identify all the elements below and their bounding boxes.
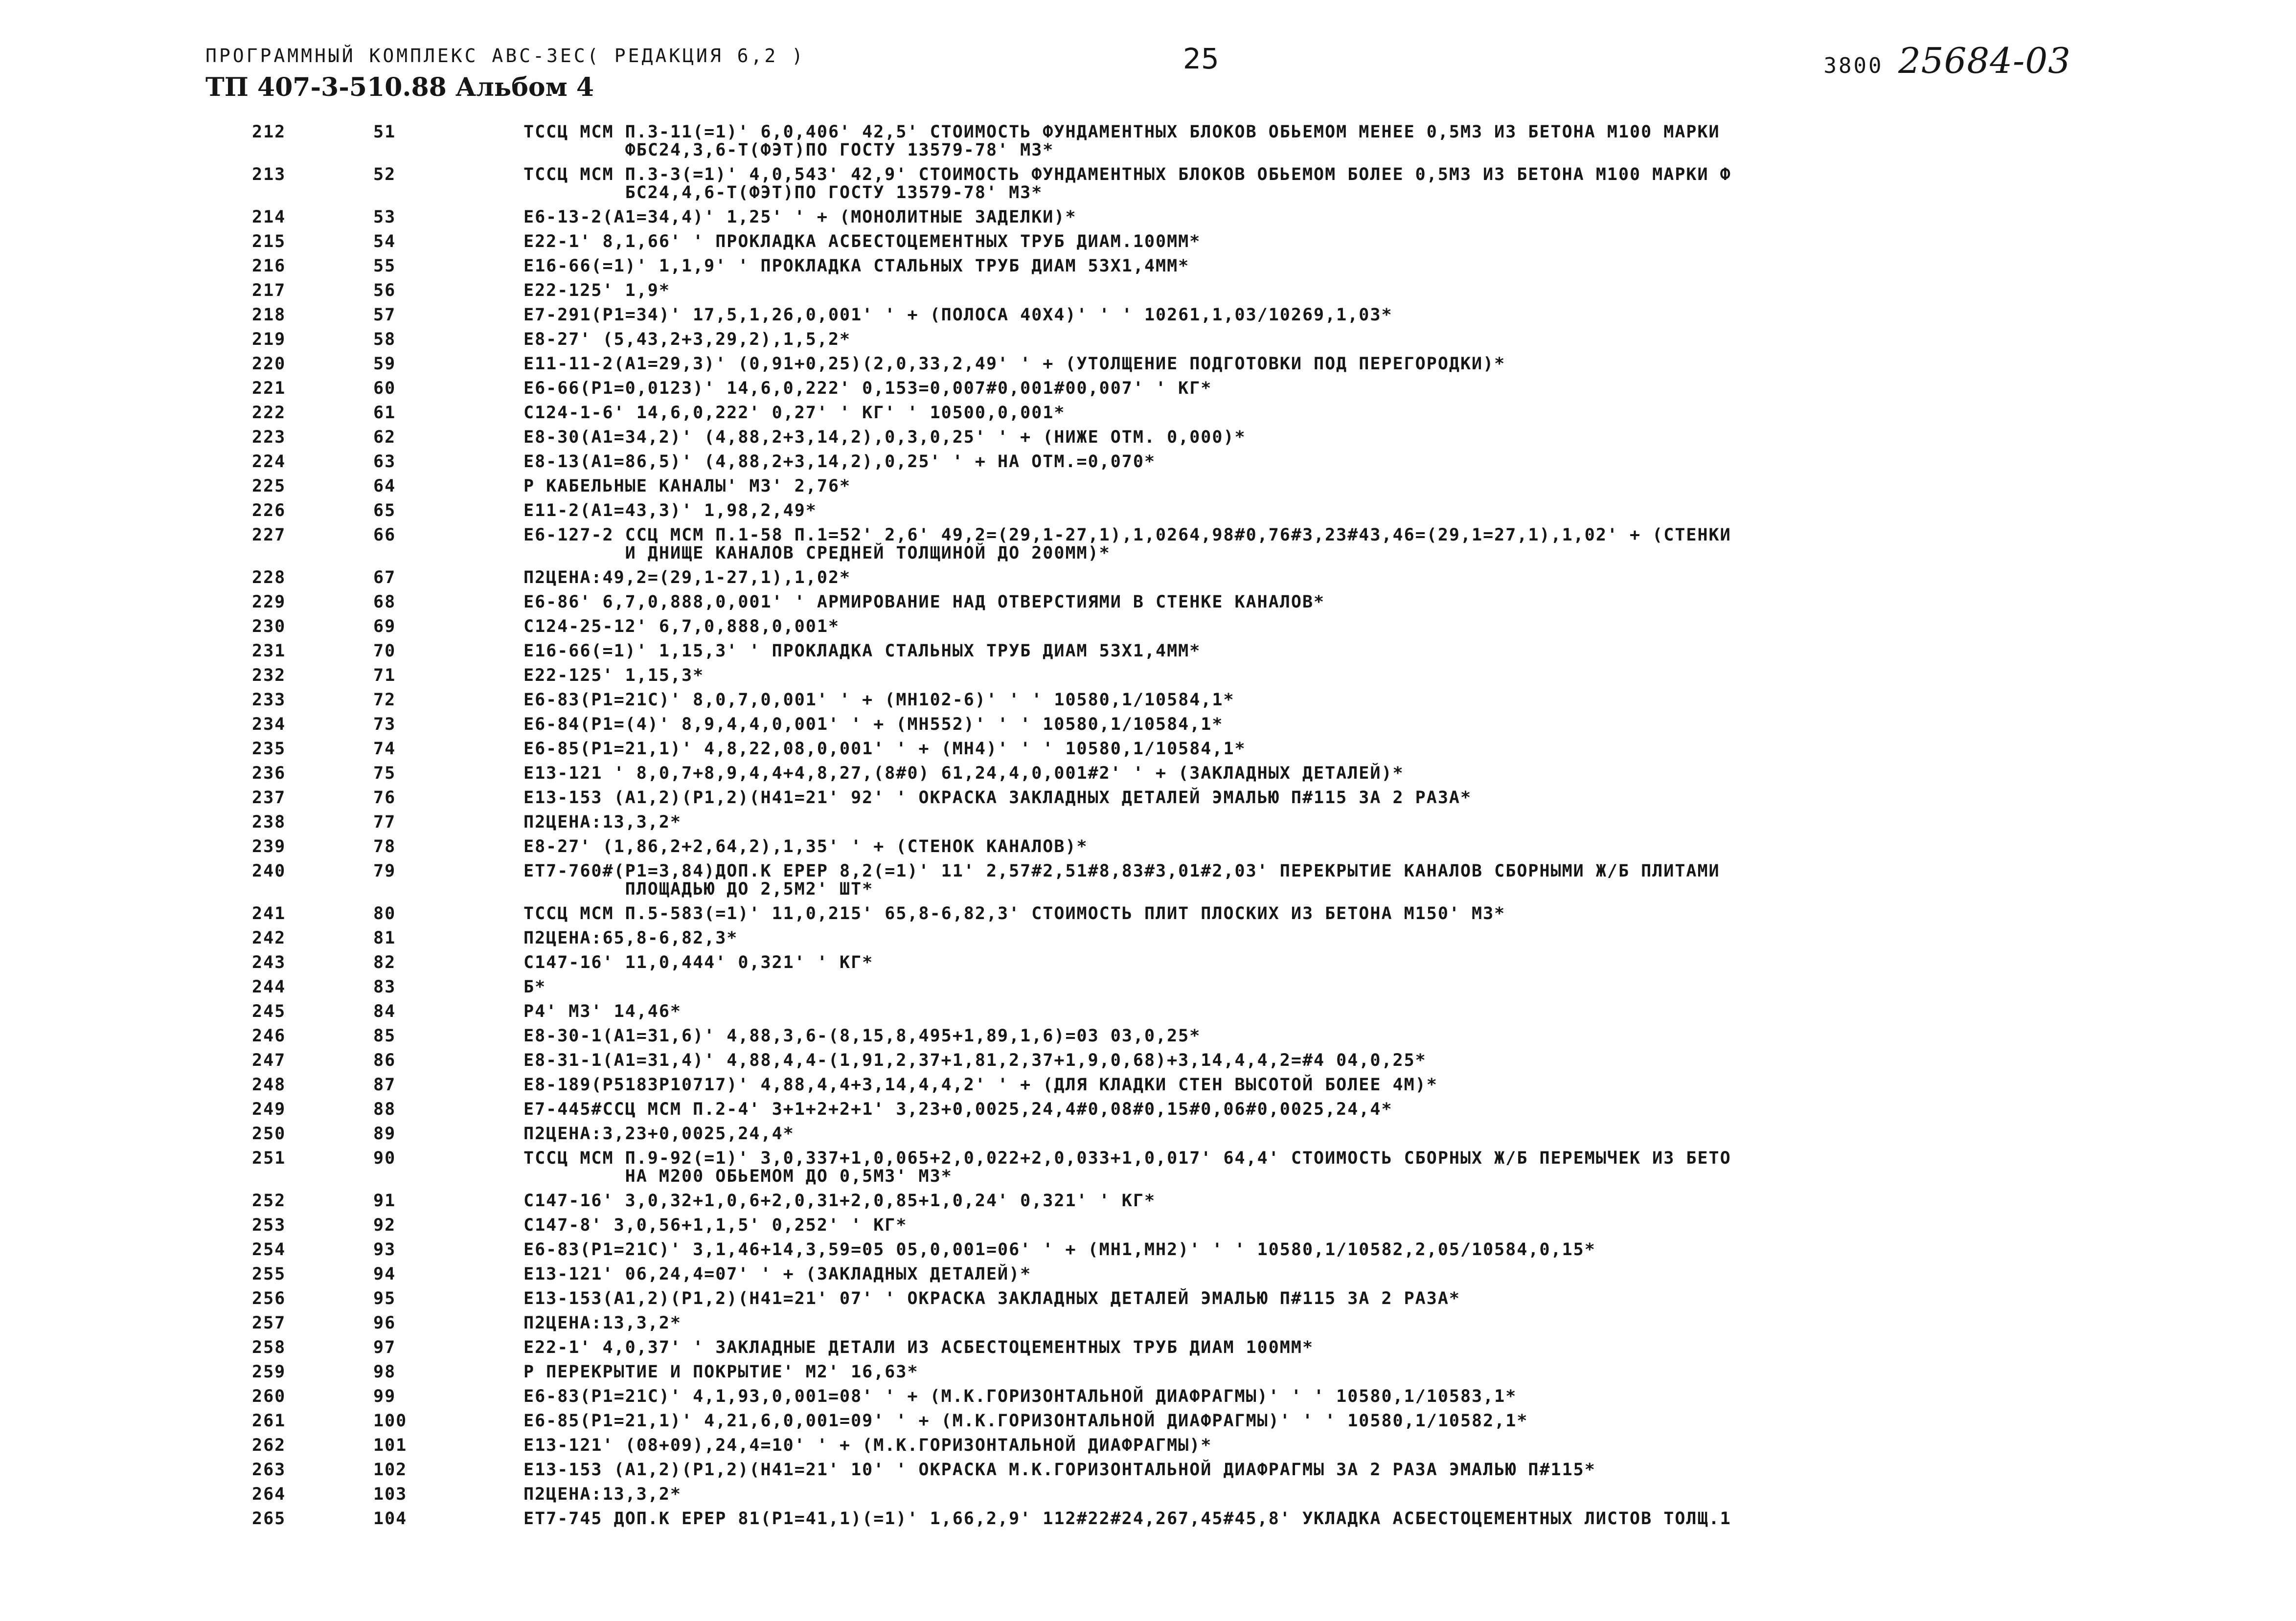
record-text: П2ЦЕНА:49,2=(29,1-27,1),1,02* <box>523 568 851 587</box>
record-number: 94 <box>373 1264 396 1284</box>
line-number: 234 <box>252 715 286 734</box>
record-text: Е13-153(А1,2)(Р1,2)(Н41=21' 07' ' ОКРАСКА ЗАКЛАДНЫХ ДЕТАЛЕЙ ЭМАЛЬЮ П#115 ЗА 2 РАЗА* <box>523 1289 1460 1308</box>
line-number: 225 <box>252 476 286 496</box>
line-number: 231 <box>252 641 286 661</box>
listing-row <box>0 1412 2296 1430</box>
listing-row <box>0 1388 2296 1406</box>
record-text: Е6-85(Р1=21,1)' 4,21,6,0,001=09' ' + (М.К.ГОРИЗОНТАЛЬНОЙ ДИАФРАГМЫ)' ' ' 10580,1/10582,1* <box>523 1411 1528 1431</box>
record-number: 90 <box>373 1148 396 1168</box>
record-number: 75 <box>373 764 396 783</box>
record-number: 56 <box>373 281 396 300</box>
line-number: 229 <box>252 592 286 612</box>
record-text: Е6-83(Р1=21С)' 3,1,46+14,3,59=05 05,0,001=06' ' + (МН1,МН2)' ' ' 10580,1/10582,2,05/10584,0,15* <box>523 1240 1596 1260</box>
record-number: 81 <box>373 928 396 948</box>
line-number: 219 <box>252 330 286 349</box>
line-number: 265 <box>252 1509 286 1529</box>
record-text: С147-8' 3,0,56+1,1,5' 0,252' ' КГ* <box>523 1216 908 1235</box>
line-number: 242 <box>252 928 286 948</box>
record-text: П2ЦЕНА:65,8-6,82,3* <box>523 928 738 948</box>
record-number: 69 <box>373 617 396 636</box>
record-text: Е22-1' 4,0,37' ' ЗАКЛАДНЫЕ ДЕТАЛИ ИЗ АСБЕСТОЦЕМЕНТНЫХ ТРУБ ДИАМ 100ММ* <box>523 1338 1314 1357</box>
listing-row <box>0 1027 2296 1045</box>
line-number: 241 <box>252 904 286 923</box>
record-text: Р КАБЕЛЬНЫЕ КАНАЛЫ' М3' 2,76* <box>523 476 851 496</box>
record-number: 57 <box>373 305 396 325</box>
record-text: Е7-445#ССЦ МСМ П.2-4' 3+1+2+2+1' 3,23+0,0025,24,4#0,08#0,15#0,06#0,0025,24,4* <box>523 1100 1393 1119</box>
record-number: 63 <box>373 452 396 472</box>
listing-row <box>0 282 2296 300</box>
line-number: 244 <box>252 977 286 997</box>
record-number: 104 <box>373 1509 408 1529</box>
listing-row <box>0 1461 2296 1479</box>
document-code-handwritten: 25684-03 <box>1898 40 2071 81</box>
listing-row <box>0 667 2296 685</box>
record-text: Е13-121 ' 8,0,7+8,9,4,4+4,8,27,(8#0) 61,24,4,0,001#2' ' + (ЗАКЛАДНЫХ ДЕТАЛЕЙ)* <box>523 764 1404 783</box>
record-number: 54 <box>373 232 396 251</box>
record-number: 85 <box>373 1026 396 1046</box>
listing-row <box>0 502 2296 520</box>
listing-row <box>0 691 2296 709</box>
document-code <box>1824 40 2071 81</box>
record-number: 53 <box>373 207 396 227</box>
listing-row <box>0 1265 2296 1283</box>
record-text: Е6-13-2(А1=34,4)' 1,25' ' + (МОНОЛИТНЫЕ ЗАДЕЛКИ)* <box>523 207 1077 227</box>
record-number: 80 <box>373 904 396 923</box>
line-number: 226 <box>252 501 286 520</box>
listing-row <box>0 1192 2296 1210</box>
record-number: 86 <box>373 1051 396 1070</box>
record-number: 70 <box>373 641 396 661</box>
line-number: 238 <box>252 812 286 832</box>
line-number: 260 <box>252 1387 286 1406</box>
record-text: ТССЦ МСМ П.3-11(=1)' 6,0,406' 42,5' СТОИМОСТЬ ФУНДАМЕНТНЫХ БЛОКОВ ОБЬЕМОМ МЕНЕЕ 0,5М3 ИЗ БЕТОНА М100 МАРКИ ФБС24,3,6-Т(ФЭТ)ПО ГОСТУ 13579-78' М3* <box>523 122 1720 160</box>
record-number: 79 <box>373 861 396 881</box>
record-number: 92 <box>373 1216 396 1235</box>
line-number: 230 <box>252 617 286 636</box>
record-text: ЕТ7-745 ДОП.К ЕРЕР 81(Р1=41,1)(=1)' 1,66,2,9' 112#22#24,267,45#45,8' УКЛАДКА АСБЕСТОЦЕМЕНТНЫХ ЛИСТОВ ТОЛЩ.1 <box>523 1509 1731 1529</box>
record-text: Е22-125' 1,15,3* <box>523 666 705 685</box>
record-number: 61 <box>373 403 396 423</box>
line-number: 246 <box>252 1026 286 1046</box>
record-text: Е22-125' 1,9* <box>523 281 670 300</box>
listing-row <box>0 740 2296 758</box>
listing-row <box>0 789 2296 807</box>
record-text: Е13-121' (08+09),24,4=10' ' + (М.К.ГОРИЗОНТАЛЬНОЙ ДИАФРАГМЫ)* <box>523 1436 1212 1455</box>
record-number: 99 <box>373 1387 396 1406</box>
listing-row <box>0 208 2296 226</box>
listing-row <box>0 1314 2296 1332</box>
listing-row <box>0 569 2296 587</box>
record-text: Е13-153 (А1,2)(Р1,2)(Н41=21' 10' ' ОКРАСКА М.К.ГОРИЗОНТАЛЬНОЙ ДИАФРАГМЫ ЗА 2 РАЗА ЭМАЛЬЮ П#115* <box>523 1460 1596 1480</box>
record-number: 93 <box>373 1240 396 1260</box>
record-text: Е8-30-1(А1=31,6)' 4,88,3,6-(8,15,8,495+1,89,1,6)=03 03,0,25* <box>523 1026 1201 1046</box>
listing-row <box>0 233 2296 251</box>
record-number: 91 <box>373 1191 396 1211</box>
record-number: 62 <box>373 428 396 447</box>
record-number: 67 <box>373 568 396 587</box>
listing-row <box>0 1290 2296 1308</box>
line-number: 214 <box>252 207 286 227</box>
record-text: Е22-1' 8,1,66' ' ПРОКЛАДКА АСБЕСТОЦЕМЕНТНЫХ ТРУБ ДИАМ.100ММ* <box>523 232 1201 251</box>
record-number: 97 <box>373 1338 396 1357</box>
record-text: Р ПЕРЕКРЫТИЕ И ПОКРЫТИЕ' М2' 16,63* <box>523 1362 919 1382</box>
line-number: 224 <box>252 452 286 472</box>
listing-row <box>0 978 2296 996</box>
listing-row <box>0 331 2296 349</box>
record-number: 83 <box>373 977 396 997</box>
listing-row <box>0 593 2296 611</box>
record-text: Е16-66(=1)' 1,15,3' ' ПРОКЛАДКА СТАЛЬНЫХ ТРУБ ДИАМ 53Х1,4ММ* <box>523 641 1201 661</box>
record-text: Е7-291(Р1=34)' 17,5,1,26,0,001' ' + (ПОЛОСА 40Х4)' ' ' 10261,1,03/10269,1,03* <box>523 305 1393 325</box>
record-text: Е6-66(Р1=0,0123)' 14,6,0,222' 0,153=0,007#0,001#00,007' ' КГ* <box>523 379 1212 398</box>
listing-row <box>0 1486 2296 1504</box>
listing-rows <box>0 123 2296 1534</box>
listing-row <box>0 355 2296 373</box>
line-number: 222 <box>252 403 286 423</box>
listing-row <box>0 123 2296 159</box>
record-number: 98 <box>373 1362 396 1382</box>
listing-row <box>0 166 2296 202</box>
record-number: 73 <box>373 715 396 734</box>
listing-row <box>0 838 2296 856</box>
record-number: 58 <box>373 330 396 349</box>
line-number: 240 <box>252 861 286 881</box>
line-number: 254 <box>252 1240 286 1260</box>
record-number: 52 <box>373 165 396 184</box>
document-code-prefix: 3800 <box>1823 53 1884 78</box>
record-number: 77 <box>373 812 396 832</box>
listing-row <box>0 428 2296 447</box>
record-text: Е6-127-2 ССЦ МСМ П.1-58 П.1=52' 2,6' 49,2=(29,1-27,1),1,0264,98#0,76#3,23#43,46=(29,1=27,1),1,02' + (СТЕНКИ И ДНИЩЕ КАНАЛОВ СРЕДНЕЙ ТОЛЩИНОЙ ДО 200ММ)* <box>523 525 1731 563</box>
record-text: Е6-83(Р1=21С)' 4,1,93,0,001=08' ' + (М.К.ГОРИЗОНТАЛЬНОЙ ДИАФРАГМЫ)' ' ' 10580,1/10583,1* <box>523 1387 1517 1406</box>
album-title: ТП 407-3-510.88 Альбом 4 <box>205 72 594 102</box>
listing-row <box>0 1241 2296 1259</box>
record-number: 84 <box>373 1002 396 1021</box>
line-number: 237 <box>252 788 286 808</box>
line-number: 239 <box>252 837 286 856</box>
line-number: 216 <box>252 256 286 276</box>
line-number: 263 <box>252 1460 286 1480</box>
line-number: 256 <box>252 1289 286 1308</box>
record-text: С124-25-12' 6,7,0,888,0,001* <box>523 617 840 636</box>
listing-row <box>0 1437 2296 1455</box>
record-text: С147-16' 3,0,32+1,0,6+2,0,31+2,0,85+1,0,24' 0,321' ' КГ* <box>523 1191 1156 1211</box>
record-number: 78 <box>373 837 396 856</box>
listing-row <box>0 862 2296 899</box>
record-text: Б* <box>523 977 546 997</box>
page-number: 25 <box>1183 42 1219 75</box>
line-number: 247 <box>252 1051 286 1070</box>
listing-row <box>0 1363 2296 1381</box>
line-number: 259 <box>252 1362 286 1382</box>
record-number: 72 <box>373 690 396 710</box>
record-text: Е8-13(А1=86,5)' (4,88,2+3,14,2),0,25' ' + НА ОТМ.=0,070* <box>523 452 1156 472</box>
line-number: 232 <box>252 666 286 685</box>
record-text: Е11-11-2(А1=29,3)' (0,91+0,25)(2,0,33,2,49' ' + (УТОЛЩЕНИЕ ПОДГОТОВКИ ПОД ПЕРЕГОРОДКИ)* <box>523 354 1506 374</box>
line-number: 257 <box>252 1313 286 1333</box>
line-number: 235 <box>252 739 286 759</box>
line-number: 217 <box>252 281 286 300</box>
listing-row <box>0 453 2296 471</box>
record-number: 96 <box>373 1313 396 1333</box>
record-number: 74 <box>373 739 396 759</box>
record-text: ТССЦ МСМ П.3-3(=1)' 4,0,543' 42,9' СТОИМОСТЬ ФУНДАМЕНТНЫХ БЛОКОВ ОБЬЕМОМ БОЛЕЕ 0,5М3 ИЗ БЕТОНА М100 МАРКИ Ф БС24,4,6-Т(ФЭТ)ПО ГОСТУ 13579-78' М3* <box>523 165 1731 203</box>
listing-row <box>0 642 2296 660</box>
listing-row <box>0 765 2296 783</box>
record-text: Е8-30(А1=34,2)' (4,88,2+3,14,2),0,3,0,25' ' + (НИЖЕ ОТМ. 0,000)* <box>523 428 1246 447</box>
line-number: 227 <box>252 525 286 545</box>
record-text: Е13-153 (А1,2)(Р1,2)(Н41=21' 92' ' ОКРАСКА ЗАКЛАДНЫХ ДЕТАЛЕЙ ЭМАЛЬЮ П#115 ЗА 2 РАЗА* <box>523 788 1472 808</box>
listing-row <box>0 306 2296 324</box>
line-number: 248 <box>252 1075 286 1095</box>
line-number: 218 <box>252 305 286 325</box>
record-text: П2ЦЕНА:13,3,2* <box>523 1313 682 1333</box>
record-text: Е8-27' (5,43,2+3,29,2),1,5,2* <box>523 330 851 349</box>
line-number: 221 <box>252 379 286 398</box>
line-number: 264 <box>252 1485 286 1504</box>
record-number: 51 <box>373 122 396 142</box>
record-number: 89 <box>373 1124 396 1144</box>
record-text: Е8-27' (1,86,2+2,64,2),1,35' ' + (СТЕНОК КАНАЛОВ)* <box>523 837 1088 856</box>
line-number: 236 <box>252 764 286 783</box>
line-number: 233 <box>252 690 286 710</box>
record-number: 64 <box>373 476 396 496</box>
record-text: Е6-85(Р1=21,1)' 4,8,22,08,0,001' ' + (МН4)' ' ' 10580,1/10584,1* <box>523 739 1246 759</box>
record-number: 87 <box>373 1075 396 1095</box>
line-number: 261 <box>252 1411 286 1431</box>
line-number: 252 <box>252 1191 286 1211</box>
program-name: ПРОГРАММНЫЙ КОМПЛЕКС АВС-3ЕС <box>205 45 588 67</box>
line-number: 220 <box>252 354 286 374</box>
record-text: Е8-31-1(А1=31,4)' 4,88,4,4-(1,91,2,37+1,81,2,37+1,9,0,68)+3,14,4,4,2=#4 04,0,25* <box>523 1051 1427 1070</box>
listing-row <box>0 1510 2296 1528</box>
line-number: 213 <box>252 165 286 184</box>
listing-row <box>0 404 2296 422</box>
listing-row <box>0 257 2296 275</box>
listing-row <box>0 929 2296 947</box>
record-number: 88 <box>373 1100 396 1119</box>
record-text: Е6-86' 6,7,0,888,0,001' ' АРМИРОВАНИЕ НАД ОТВЕРСТИЯМИ В СТЕНКЕ КАНАЛОВ* <box>523 592 1325 612</box>
listing-row <box>0 1339 2296 1357</box>
record-number: 55 <box>373 256 396 276</box>
line-number: 215 <box>252 232 286 251</box>
listing-row <box>0 1216 2296 1235</box>
line-number: 250 <box>252 1124 286 1144</box>
record-number: 95 <box>373 1289 396 1308</box>
record-text: Е16-66(=1)' 1,1,9' ' ПРОКЛАДКА СТАЛЬНЫХ ТРУБ ДИАМ 53Х1,4ММ* <box>523 256 1190 276</box>
record-number: 59 <box>373 354 396 374</box>
listing-row <box>0 1052 2296 1070</box>
record-number: 100 <box>373 1411 408 1431</box>
record-number: 66 <box>373 525 396 545</box>
line-number: 253 <box>252 1216 286 1235</box>
record-text: П2ЦЕНА:13,3,2* <box>523 812 682 832</box>
record-text: Е6-84(Р1=(4)' 8,9,4,4,0,001' ' + (МН552)' ' ' 10580,1/10584,1* <box>523 715 1224 734</box>
listing-row <box>0 716 2296 734</box>
listing-row <box>0 526 2296 563</box>
listing-row <box>0 1003 2296 1021</box>
listing-row <box>0 1076 2296 1094</box>
record-number: 103 <box>373 1485 408 1504</box>
listing-row <box>0 813 2296 832</box>
record-text: П2ЦЕНА:13,3,2* <box>523 1485 682 1504</box>
listing-row <box>0 1125 2296 1143</box>
record-number: 68 <box>373 592 396 612</box>
listing-row <box>0 954 2296 972</box>
record-text: ТССЦ МСМ П.9-92(=1)' 3,0,337+1,0,065+2,0,022+2,0,033+1,0,017' 64,4' СТОИМОСТЬ СБОРНЫХ Ж/Б ПЕРЕМЫЧЕК ИЗ БЕТО НА М200 ОБЬЕМОМ ДО 0,5М3' М3* <box>523 1148 1731 1186</box>
record-number: 65 <box>373 501 396 520</box>
line-number: 223 <box>252 428 286 447</box>
record-text: С147-16' 11,0,444' 0,321' ' КГ* <box>523 953 874 972</box>
record-text: Р4' М3' 14,46* <box>523 1002 682 1021</box>
record-number: 71 <box>373 666 396 685</box>
record-text: ЕТ7-760#(Р1=3,84)ДОП.К ЕРЕР 8,2(=1)' 11' 2,57#2,51#8,83#3,01#2,03' ПЕРЕКРЫТИЕ КАНАЛОВ СБОРНЫМИ Ж/Б ПЛИТАМИ ПЛОЩАДЬЮ ДО 2,5М2' ШТ* <box>523 861 1720 899</box>
record-number: 101 <box>373 1436 408 1455</box>
line-number: 258 <box>252 1338 286 1357</box>
record-text: Е13-121' 06,24,4=07' ' + (ЗАКЛАДНЫХ ДЕТАЛЕЙ)* <box>523 1264 1032 1284</box>
line-number: 255 <box>252 1264 286 1284</box>
line-number: 228 <box>252 568 286 587</box>
record-text: Е6-83(Р1=21С)' 8,0,7,0,001' ' + (МН102-6)' ' ' 10580,1/10584,1* <box>523 690 1235 710</box>
record-text: Е11-2(А1=43,3)' 1,98,2,49* <box>523 501 817 520</box>
record-number: 76 <box>373 788 396 808</box>
record-number: 60 <box>373 379 396 398</box>
record-text: П2ЦЕНА:3,23+0,0025,24,4* <box>523 1124 795 1144</box>
line-number: 249 <box>252 1100 286 1119</box>
record-number: 102 <box>373 1460 408 1480</box>
edition-label: ( РЕДАКЦИЯ 6,2 ) <box>587 45 806 67</box>
listing-row <box>0 1101 2296 1119</box>
listing-row <box>0 1149 2296 1186</box>
listing-row <box>0 618 2296 636</box>
record-text: Е8-189(Р5183Р10717)' 4,88,4,4+3,14,4,4,2' ' + (ДЛЯ КЛАДКИ СТЕН ВЫСОТОЙ БОЛЕЕ 4М)* <box>523 1075 1438 1095</box>
record-number: 82 <box>373 953 396 972</box>
record-text: ТССЦ МСМ П.5-583(=1)' 11,0,215' 65,8-6,82,3' СТОИМОСТЬ ПЛИТ ПЛОСКИХ ИЗ БЕТОНА М150' М3* <box>523 904 1506 923</box>
listing-row <box>0 380 2296 398</box>
line-number: 212 <box>252 122 286 142</box>
line-number: 245 <box>252 1002 286 1021</box>
line-number: 243 <box>252 953 286 972</box>
listing-row <box>0 905 2296 923</box>
listing-row <box>0 477 2296 495</box>
record-text: С124-1-6' 14,6,0,222' 0,27' ' КГ' ' 10500,0,001* <box>523 403 1066 423</box>
line-number: 251 <box>252 1148 286 1168</box>
line-number: 262 <box>252 1436 286 1455</box>
